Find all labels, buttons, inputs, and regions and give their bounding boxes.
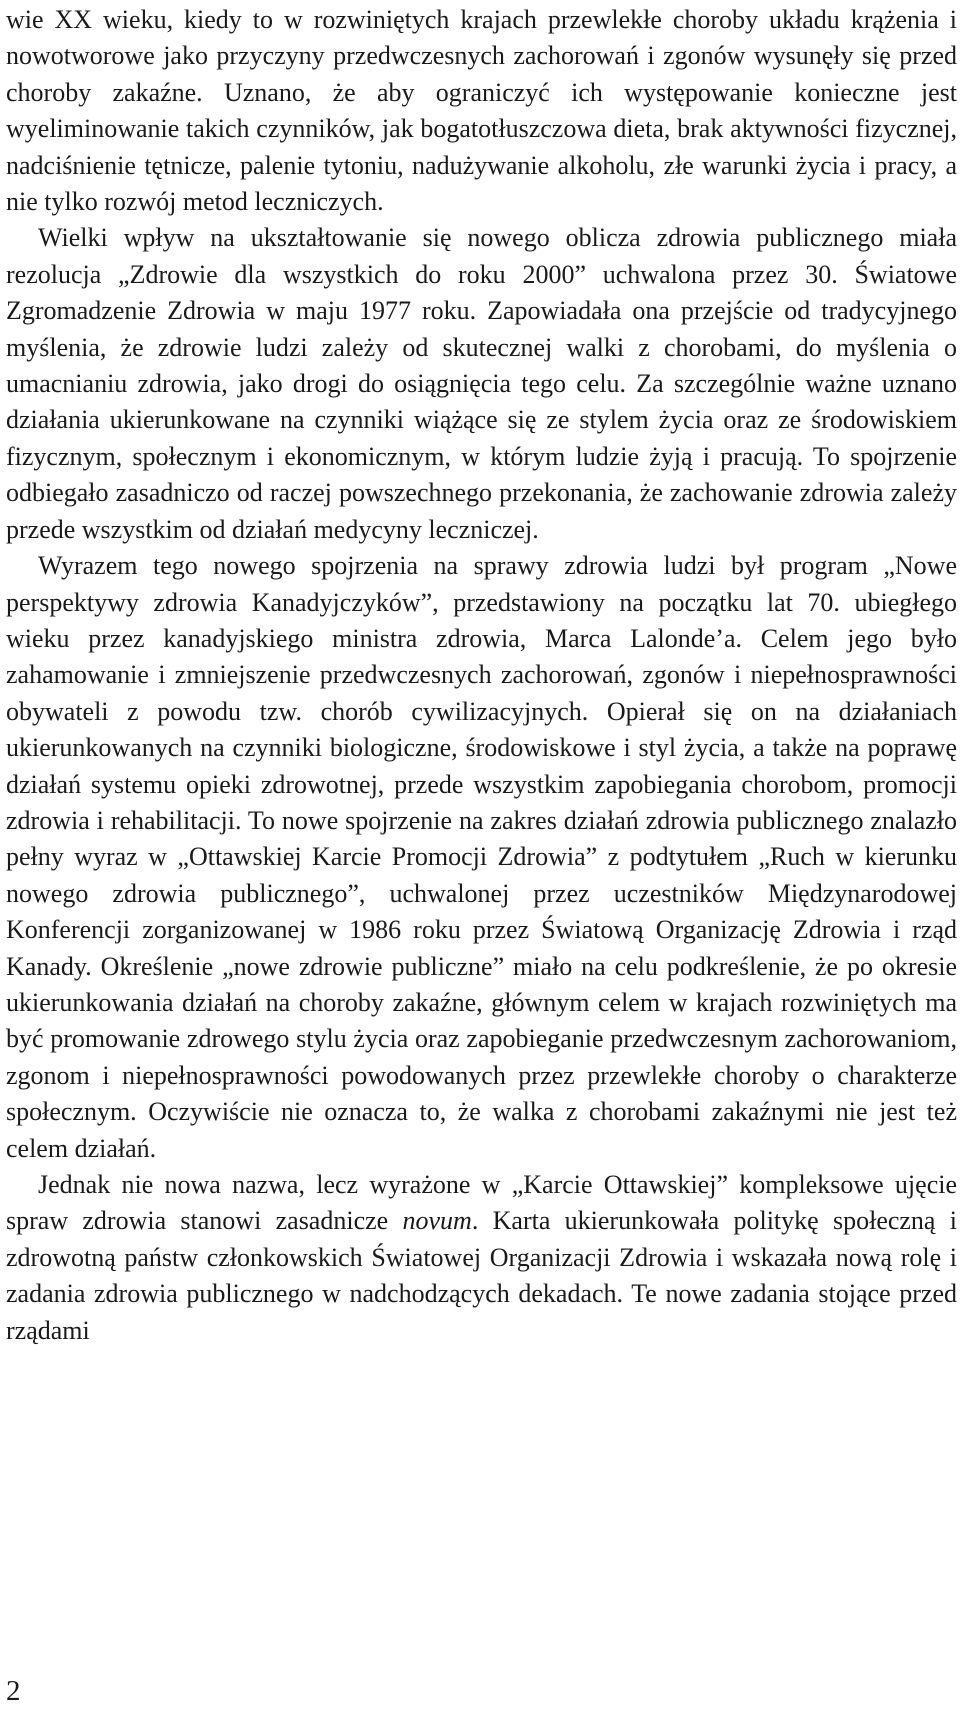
body-text (6, 2, 957, 1349)
text-run: Wielki wpływ na ukształtowanie się nowego oblicza zdrowia publicznego miała rezolucja „Zdrowie dla wszystkich do roku 2000” uchwalona przez 30. Światowe Zgromadzenie Zdrowia w maju 1977 roku. Zapowiadała ona przejście od tradycyjnego myślenia, że zdrowie ludzi zależy od skutecznej walki z chorobami, do myślenia o umacnianiu zdrowia, jako drogi do osiągnięcia tego celu. Za szczególnie ważne uznano działania ukierunkowane na czynniki wiążące się ze stylem życia oraz ze środowiskiem fizycznym, społecznym i ekonomicznym, w którym ludzie żyją i pracują. To spojrzenie odbiegało zasadniczo od raczej powszechnego przekonania, że zachowanie zdrowia zależy przede wszystkim od działań medycyny leczniczej. (6, 223, 957, 544)
paragraph (6, 548, 957, 1167)
paragraph (6, 1167, 957, 1349)
text-run: Wyrazem tego nowego spojrzenia na sprawy zdrowia ludzi był program „Nowe perspektywy zdrowia Kanadyjczyków”, przedstawiony na początku lat 70. ubiegłego wieku przez kanadyjskiego ministra zdrowia, Marca Lalonde’a. Celem jego było zahamowanie i zmniejszenie przedwczesnych zachorowań, zgonów i niepełnosprawności obywateli z powodu tzw. chorób cywilizacyjnych. Opierał się on na działaniach ukierunkowanych na czynniki biologiczne, środowiskowe i styl życia, a także na poprawę działań systemu opieki zdrowotnej, przede wszystkim zapobiegania chorobom, promocji zdrowia i rehabilitacji. To nowe spojrzenie na zakres działań zdrowia publicznego znalazło pełny wyraz w „Ottawskiej Karcie Promocji Zdrowia” z podtytułem „Ruch w kierunku nowego zdrowia publicznego”, uchwalonej przez uczestników Międzynarodowej Konferencji zorganizowanej w 1986 roku przez Światową Organizację Zdrowia i rząd Kanady. Określenie „nowe zdrowie publiczne” miało na celu podkreślenie, że po okresie ukierunkowania działań na choroby zakaźne, głównym celem w krajach rozwiniętych ma być promowanie zdrowego stylu życia oraz zapobieganie przedwczesnym zachorowaniom, zgonom i niepełnosprawności powodowanych przez przewlekłe choroby o charakterze społecznym. Oczywiście nie oznacza to, że walka z chorobami zakaźnymi nie jest też celem działań. (6, 551, 957, 1163)
text-run: Jednak nie nowa nazwa, lecz wyrażone w „Karcie Ottawskiej” kompleksowe ujęcie spraw zdrowia stanowi zasadnicze (6, 1170, 957, 1236)
text-run: wie XX wieku, kiedy to w rozwiniętych krajach przewlekłe choroby układu krążenia i nowotworowe jako przyczyny przedwczesnych zachorowań i zgonów wysunęły się przed choroby zakaźne. Uznano, że aby ograniczyć ich występowanie konieczne jest wyeliminowanie takich czynników, jak bogatotłuszczowa dieta, brak aktywności fizycznej, nadciśnienie tętnicze, palenie tytoniu, nadużywanie alkoholu, złe warunki życia i pracy, a nie tylko rozwój metod leczniczych. (6, 5, 957, 217)
paragraph (6, 2, 957, 220)
text-run: . Karta ukierunkowała politykę społeczną i zdrowotną państw członkowskich Światowej Organizacji Zdrowia i wskazała nową rolę i zadania zdrowia publicznego w nadchodzących dekadach. Te nowe zadania stojące przed rządami (6, 1206, 957, 1345)
italic-text: novum (402, 1206, 472, 1236)
paragraph (6, 220, 957, 548)
page-number: 2 (6, 1675, 21, 1707)
